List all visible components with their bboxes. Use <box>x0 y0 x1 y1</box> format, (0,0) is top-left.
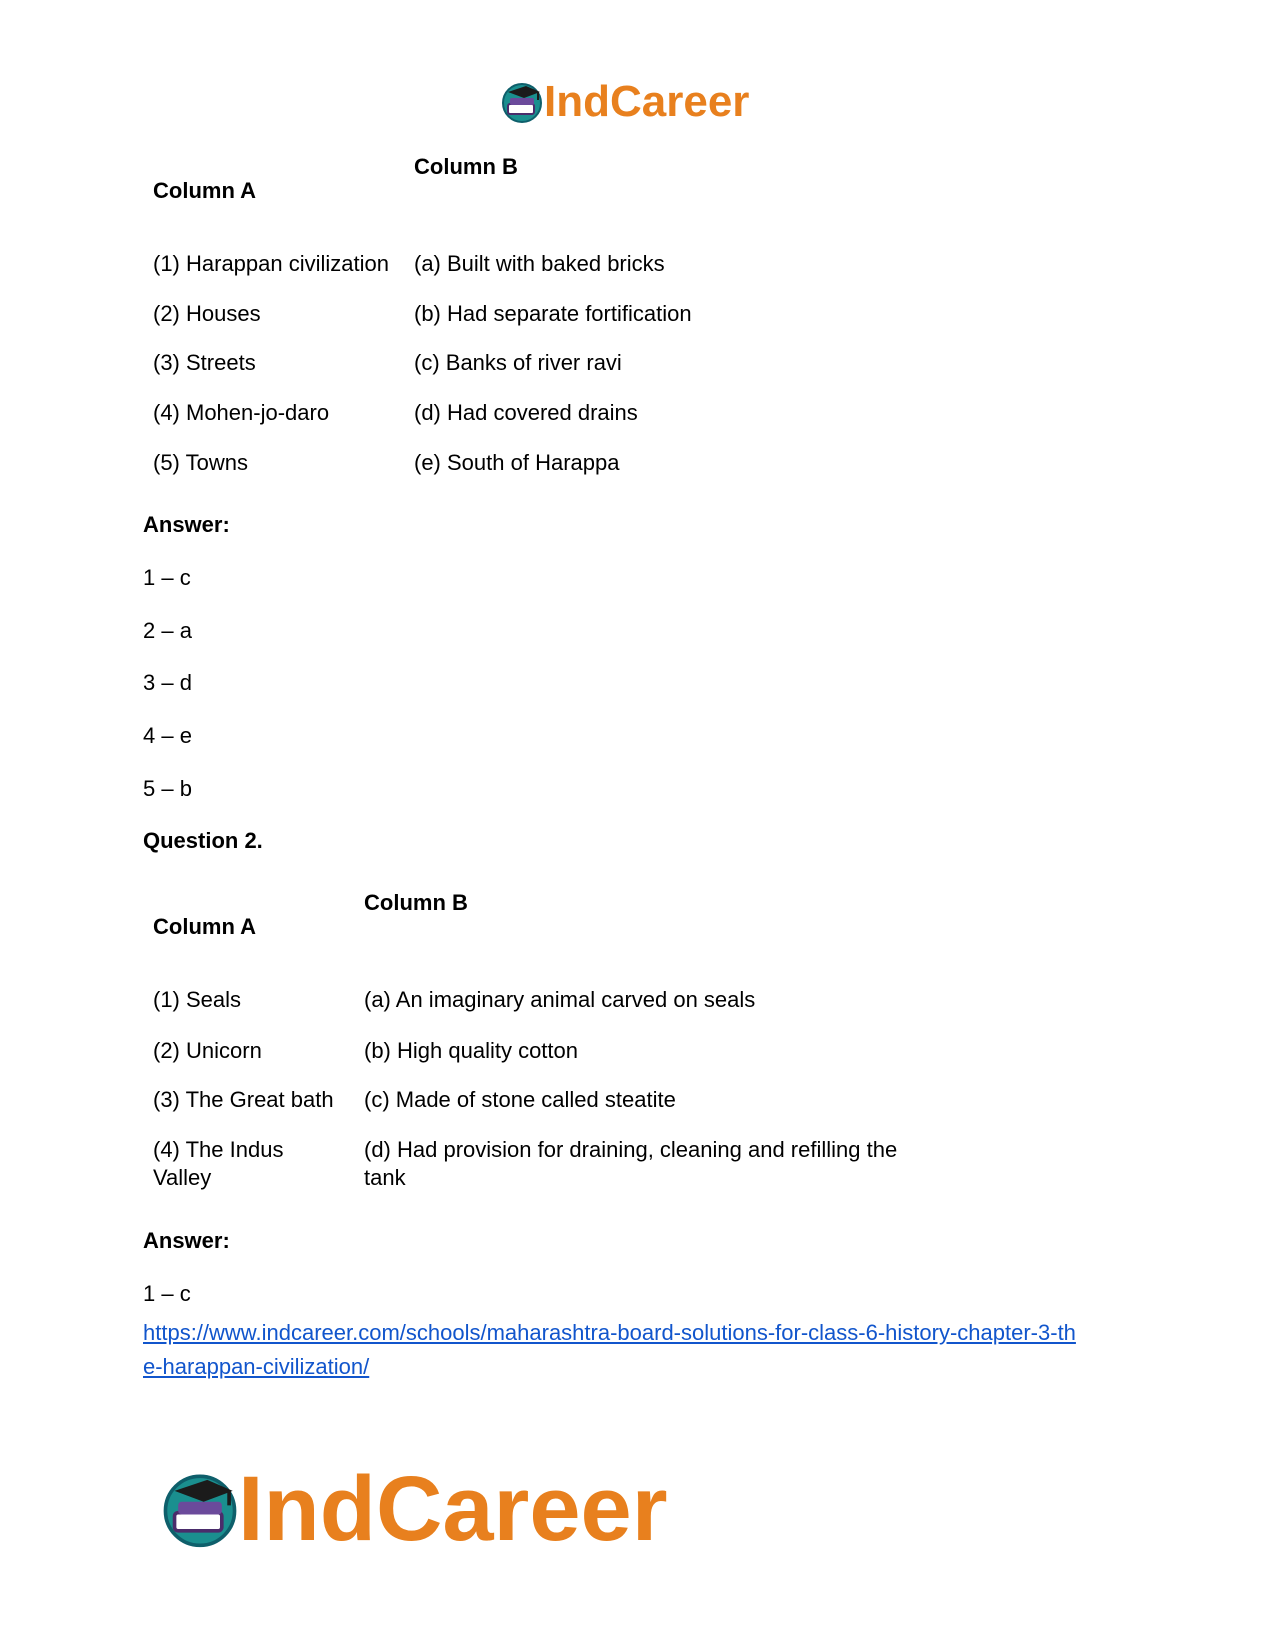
graduation-book-globe-icon <box>160 1469 240 1549</box>
q1-row-3-col-b: (c) Banks of river ravi <box>414 350 622 375</box>
q2-row-2-col-a: (2) Unicorn <box>153 1038 262 1063</box>
q1-row-5-col-b: (e) South of Harappa <box>414 450 620 475</box>
q1-column-b-header: Column B <box>414 154 518 179</box>
q1-row-4-col-b: (d) Had covered drains <box>414 400 638 425</box>
indcareer-logo-bottom <box>160 1458 668 1560</box>
logo-wordmark: IndCareer <box>544 77 750 126</box>
indcareer-logo-top <box>500 78 749 126</box>
q1-answer-5: 5 – b <box>143 776 192 801</box>
q1-row-1-col-a: (1) Harappan civilization <box>153 251 389 276</box>
question-2-title: Question 2. <box>143 828 263 853</box>
q2-row-3-col-a: (3) The Great bath <box>153 1087 334 1112</box>
q2-row-4-col-b: (d) Had provision for draining, cleaning and refilling the tank <box>364 1137 898 1190</box>
q1-column-a-header: Column A <box>153 178 257 203</box>
footer-url-link-line-1[interactable]: https://www.indcareer.com/schools/maharashtra-board-solutions-for-class-6-history-chapter-3-th <box>143 1320 1076 1345</box>
q2-answer-label: Answer: <box>143 1228 230 1253</box>
q2-row-1-col-b: (a) An imaginary animal carved on seals <box>364 987 756 1012</box>
q2-answer-1: 1 – c <box>143 1281 191 1306</box>
q1-answer-3: 3 – d <box>143 670 192 695</box>
q1-answer-2: 2 – a <box>143 618 192 643</box>
q1-row-2-col-b: (b) Had separate fortification <box>414 301 692 326</box>
logo-wordmark: IndCareer <box>238 1458 668 1560</box>
q1-row-2-col-a: (2) Houses <box>153 301 261 326</box>
q2-row-1-col-a: (1) Seals <box>153 987 242 1012</box>
q1-answer-4: 4 – e <box>143 723 192 748</box>
q1-row-5-col-a: (5) Towns <box>153 450 248 475</box>
q2-row-2-col-b: (b) High quality cotton <box>364 1038 578 1063</box>
q2-column-a-header: Column A <box>153 914 257 939</box>
q2-column-b-header: Column B <box>364 890 468 915</box>
q1-answer-label: Answer: <box>143 512 230 537</box>
q2-row-4-col-a: (4) The Indus Valley <box>153 1137 284 1190</box>
q1-row-3-col-a: (3) Streets <box>153 350 256 375</box>
q2-row-3-col-b: (c) Made of stone called steatite <box>364 1087 676 1112</box>
q1-row-4-col-a: (4) Mohen-jo-daro <box>153 400 330 425</box>
q1-answer-1: 1 – c <box>143 565 191 590</box>
graduation-book-globe-icon <box>500 80 544 124</box>
footer-url-link-line-2[interactable]: e-harappan-civilization/ <box>143 1354 370 1379</box>
q1-row-1-col-b: (a) Built with baked bricks <box>414 251 665 276</box>
